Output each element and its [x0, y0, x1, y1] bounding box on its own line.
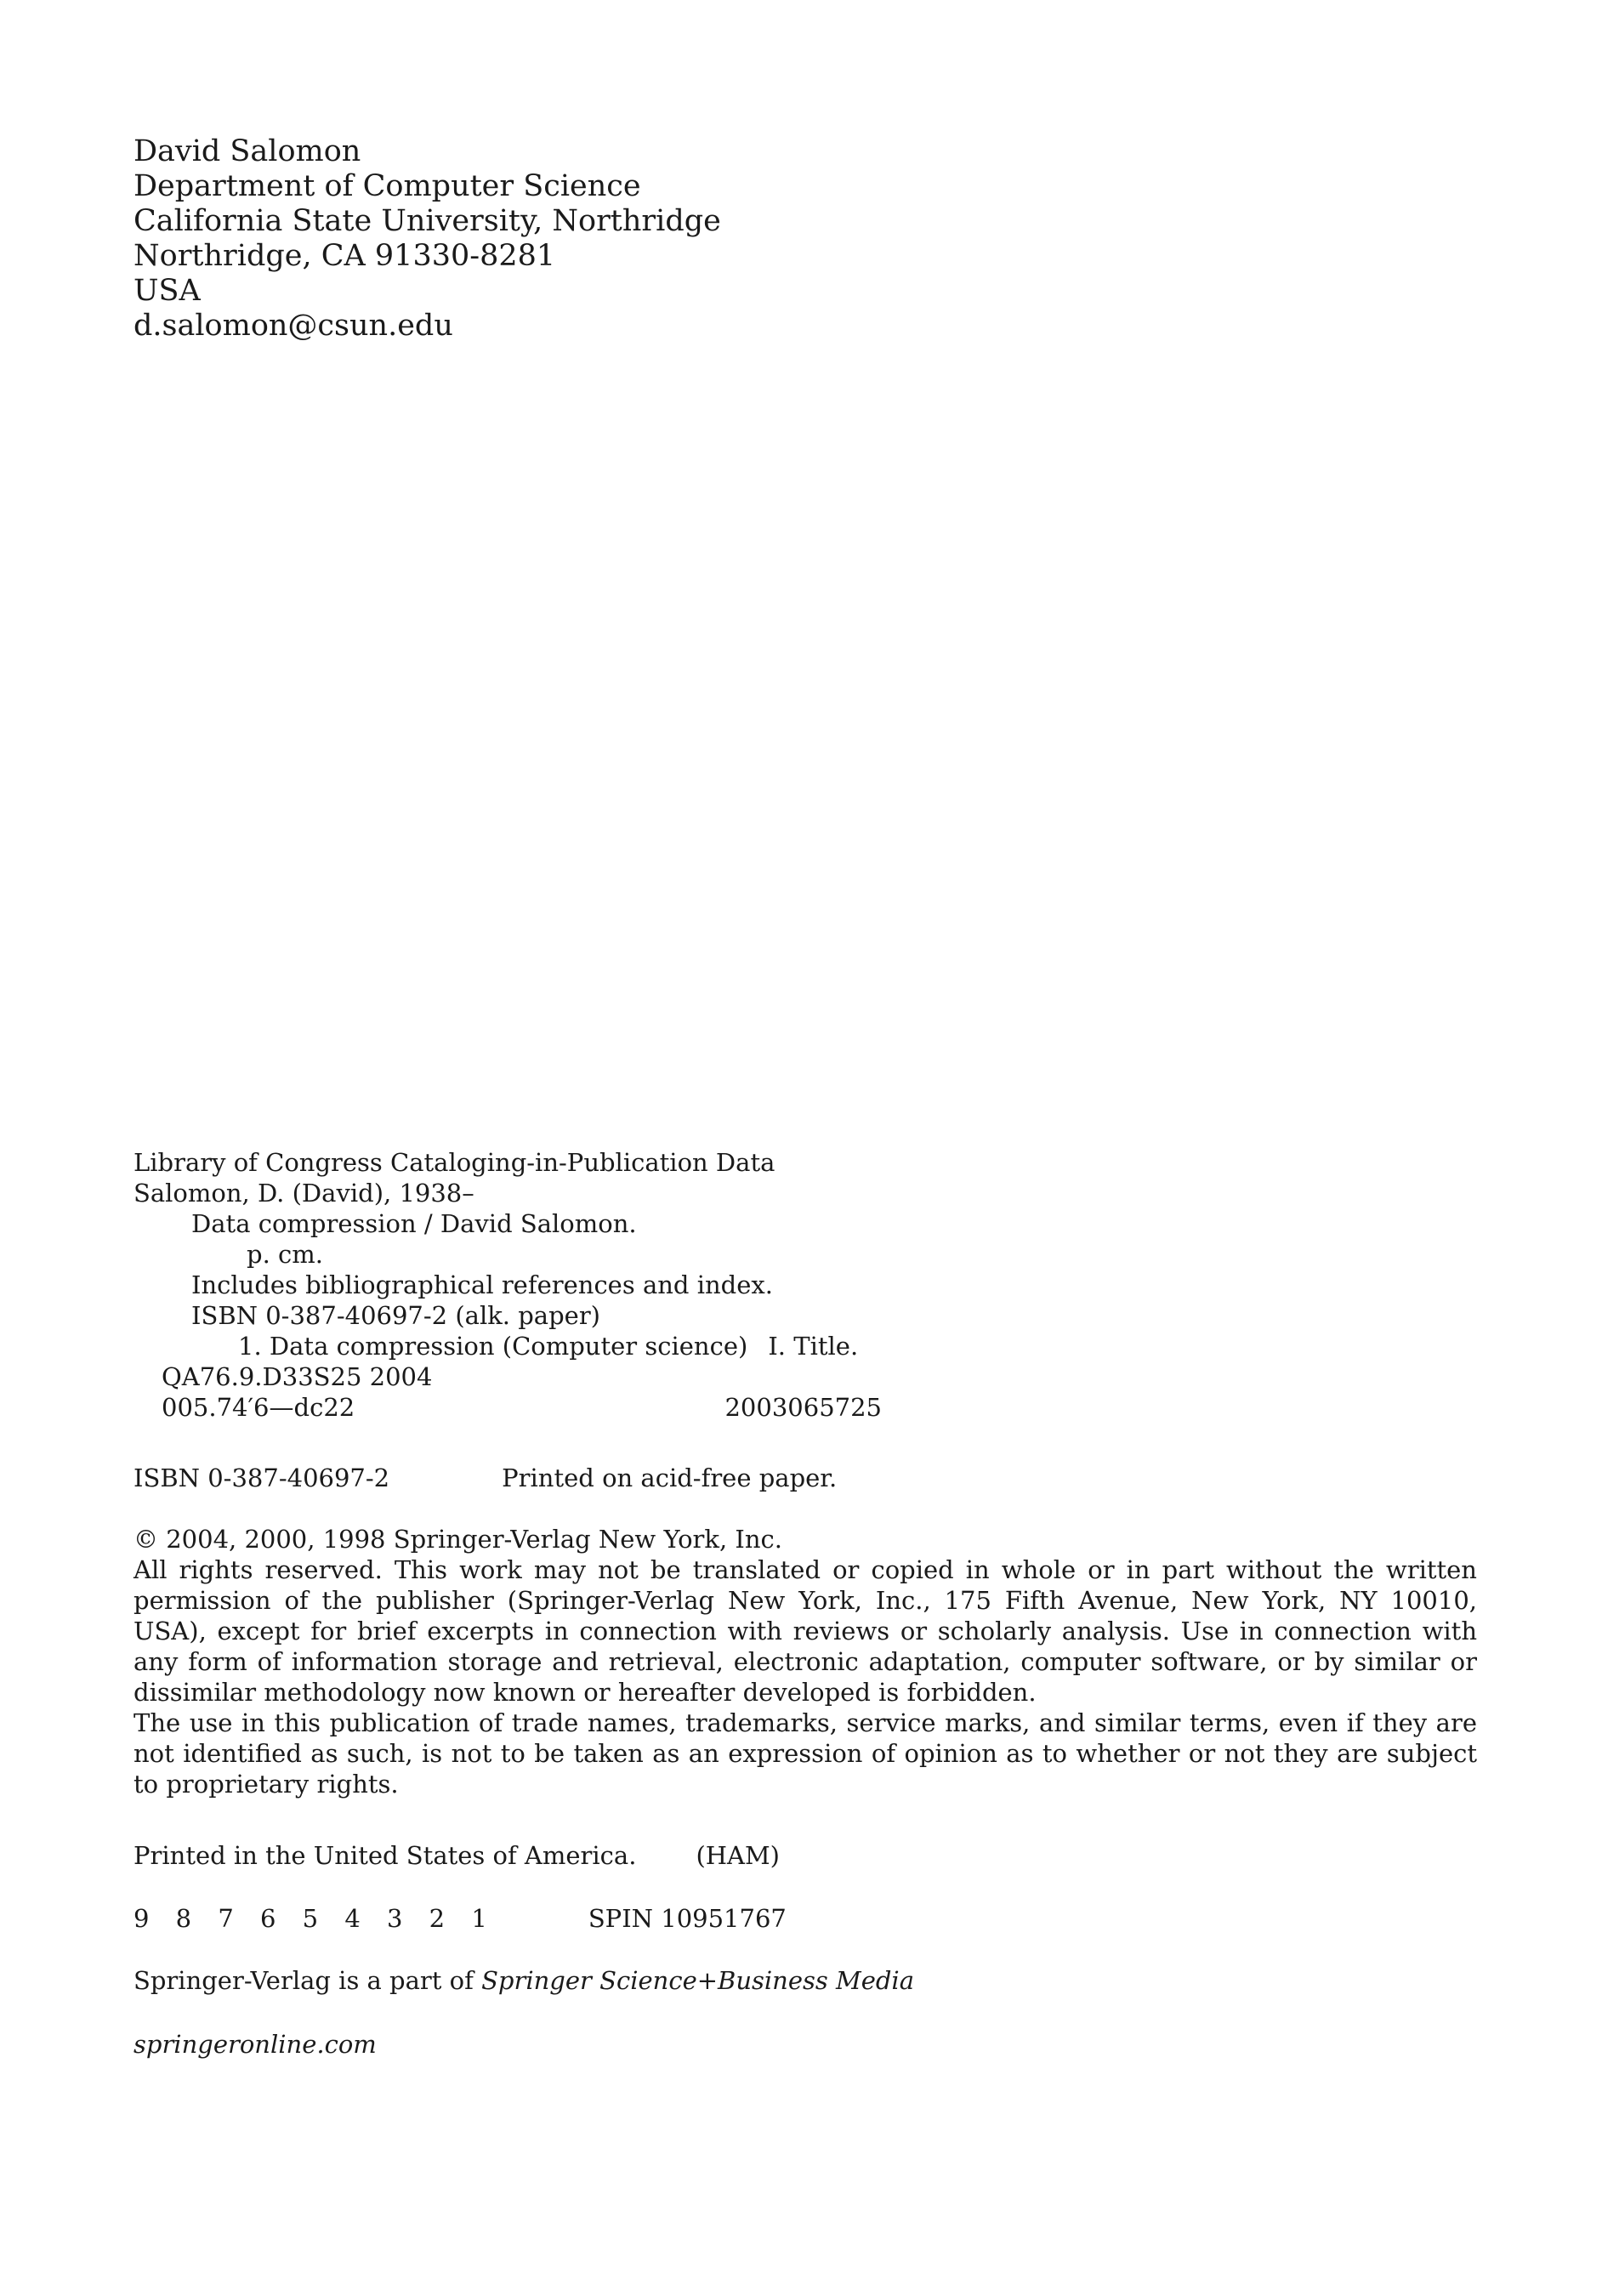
publisher-prefix: Springer-Verlag is a part of [134, 1966, 482, 1995]
cip-lccn: 2003065725 [724, 1393, 882, 1422]
cip-author-entry: Salomon, D. (David), 1938– [134, 1179, 474, 1208]
acid-free-note: Printed on acid-free paper. [502, 1463, 838, 1492]
publisher-statement [134, 1965, 914, 1996]
author-email: d.salomon@csun.edu [134, 309, 453, 343]
isbn-number: ISBN 0-387-40697-2 [134, 1463, 390, 1492]
cip-notes: Includes bibliographical references and index. [191, 1270, 773, 1299]
cip-lc-class: QA76.9.D33S25 2004 [162, 1362, 433, 1391]
author-university: California State University, Northridge [134, 204, 721, 238]
cip-title-heading: I. Title. [768, 1332, 859, 1361]
cataloging-data [134, 1147, 882, 1423]
publisher-parent: Springer Science+Business Media [481, 1966, 914, 1995]
author-name: David Salomon [134, 134, 361, 168]
print-numbers-line [134, 1903, 787, 1934]
cip-isbn: ISBN 0-387-40697-2 (alk. paper) [191, 1301, 600, 1330]
cip-dewey: 005.74′6—dc22 [162, 1393, 355, 1422]
printed-country: Printed in the United States of America. [134, 1841, 637, 1870]
printing-sequence: 9 8 7 6 5 4 3 2 1 [134, 1904, 497, 1933]
printer-code: (HAM) [696, 1841, 780, 1870]
publisher-website: springeronline.com [134, 2030, 377, 2059]
trademark-statement: The use in this publication of trade names, trademarks, service marks, and similar terms, even if they are not identified as such, is not to be taken as an expression of opinion as to whether or not they are subject to proprietary rights. [134, 1708, 1477, 1799]
cip-subject: 1. Data compression (Computer science) [238, 1332, 748, 1361]
cip-heading: Library of Congress Cataloging-in-Publication Data [134, 1148, 775, 1177]
isbn-line [134, 1463, 837, 1493]
cip-pages: p. cm. [247, 1240, 323, 1269]
cip-subjects [134, 1331, 882, 1361]
author-address [134, 134, 721, 344]
spin-number: SPIN 10951767 [588, 1904, 787, 1933]
cip-title-entry: Data compression / David Salomon. [191, 1209, 637, 1238]
author-department: Department of Computer Science [134, 169, 641, 203]
author-country: USA [134, 274, 201, 308]
printed-line [134, 1840, 780, 1871]
copyright-block [134, 1524, 1477, 1799]
cip-classification [134, 1392, 882, 1423]
author-city: Northridge, CA 91330-8281 [134, 239, 556, 273]
copyright-notice: © 2004, 2000, 1998 Springer-Verlag New York, Inc. [134, 1525, 783, 1554]
rights-statement: All rights reserved. This work may not be translated or copied in whole or in part without the written permission of the publisher (Springer-Verlag New York, Inc., 175 Fifth Avenue, New York, NY 10010, USA), except for brief excerpts in connection with reviews or scholarly analysis. Use in connection with any form of information storage and retrieval, electronic adaptation, computer software, or by similar or dissimilar methodology now known or hereafter developed is forbidden. [134, 1555, 1477, 1707]
